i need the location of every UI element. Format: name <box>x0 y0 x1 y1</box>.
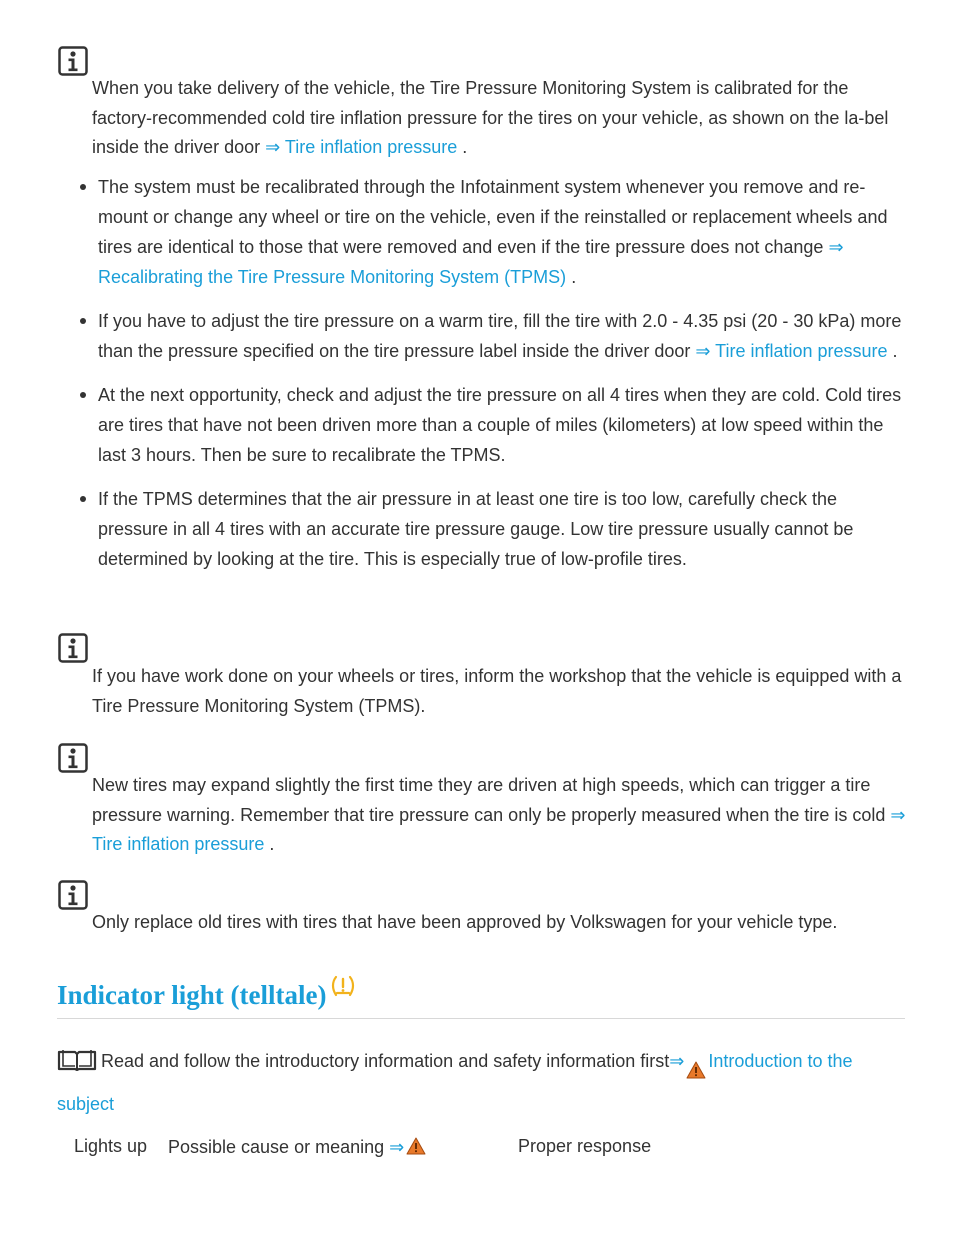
read-first-text: Read and follow the introductory information and safety information first <box>101 1051 670 1071</box>
list-item <box>70 306 910 366</box>
bullet-text: At the next opportunity, check and adjust the tire pressure on all 4 tires when they are cold. Cold tires are tires that have not been driven more than a couple of miles (kilometers) at low speed within the last 3 hours. Then be sure to recalibrate the TPMS. <box>98 385 902 465</box>
list-item <box>70 380 910 470</box>
recalibrating-tpms-link[interactable]: ⇒ Recalibrating the Tire Pressure Monitoring System (TPMS) <box>98 237 844 287</box>
book-icon <box>57 1049 97 1081</box>
bullet-dot <box>80 392 86 398</box>
warning-triangle-icon <box>686 1058 706 1089</box>
tire-inflation-pressure-link[interactable]: ⇒ Tire inflation pressure <box>695 341 888 361</box>
info-icon <box>58 743 88 773</box>
bullet-dot <box>80 318 86 324</box>
bullet-text: The system must be recalibrated through the Infotainment system whenever you remove and re-mount or change any wheel or tire on the vehicle, even if the reinstalled or replacement wheels and tires are identical to those that were removed and even if the tire pressure does not change <box>98 177 888 257</box>
list-item <box>70 172 910 292</box>
bullet-dot <box>80 184 86 190</box>
column-header-text: Possible cause or meaning <box>168 1137 385 1157</box>
column-header-proper-response: Proper response <box>518 1136 652 1156</box>
note-text: Only replace old tires with tires that have been approved by Volkswagen for your vehicle type. <box>92 912 838 932</box>
note-text: If you have work done on your wheels or tires, inform the workshop that the vehicle is equipped with a Tire Pressure Monitoring System (TPMS). <box>92 666 902 716</box>
column-header-lights-up: Lights up <box>74 1136 148 1156</box>
info-icon <box>58 46 88 76</box>
read-first-line <box>57 1046 907 1120</box>
note-paragraph <box>92 74 908 163</box>
introduction-to-the-subject-link[interactable]: Introduction to the subject <box>57 1051 853 1114</box>
bullet-text-end: . <box>892 341 898 361</box>
column-header-possible-cause <box>168 1137 428 1160</box>
note-text: New tires may expand slightly the first time they are driven at high speeds, which can trigger a tire pressure warning. Remember that tire pressure can only be properly measured when the tire is cold <box>92 775 886 825</box>
note-text-end: . <box>269 834 275 854</box>
bullet-dot <box>80 496 86 502</box>
section-divider <box>57 1018 905 1019</box>
bullet-list <box>70 172 910 588</box>
list-item <box>70 484 910 574</box>
tire-inflation-pressure-link[interactable]: ⇒ Tire inflation pressure <box>265 137 458 157</box>
warning-triangle-icon <box>406 1137 426 1160</box>
tpms-warning-icon <box>330 974 356 1005</box>
tire-inflation-pressure-link[interactable]: ⇒ Tire inflation pressure <box>92 804 906 854</box>
bullet-text: If you have to adjust the tire pressure on a warm tire, fill the tire with 2.0 - 4.35 psi (20 - 30 kPa) more than the pressure specified on the tire pressure label inside the driver door <box>98 311 902 361</box>
note-text-end: . <box>462 137 468 157</box>
section-title-text: Indicator light (telltale) <box>57 980 327 1010</box>
bullet-text: If the TPMS determines that the air pressure in at least one tire is too low, carefully check the pressure in all 4 tires with an accurate tire pressure gauge. Low tire pressure usually cannot be determined by looking at the tire. This is especially true of low-profile tires. <box>98 489 854 569</box>
note-paragraph <box>92 908 908 938</box>
note-paragraph <box>92 771 908 860</box>
possible-cause-arrow-link[interactable]: ⇒ <box>389 1137 405 1157</box>
note-text: When you take delivery of the vehicle, the Tire Pressure Monitoring System is calibrated for the factory-recommended cold tire inflation pressure for the tires on your vehicle, as shown on the la-bel inside the driver door <box>92 78 889 157</box>
bullet-text-end: . <box>571 267 577 287</box>
info-icon <box>58 880 88 910</box>
read-arrow-link[interactable]: ⇒ <box>669 1051 685 1071</box>
section-title <box>57 980 356 1011</box>
info-icon <box>58 633 88 663</box>
note-paragraph <box>92 662 908 721</box>
